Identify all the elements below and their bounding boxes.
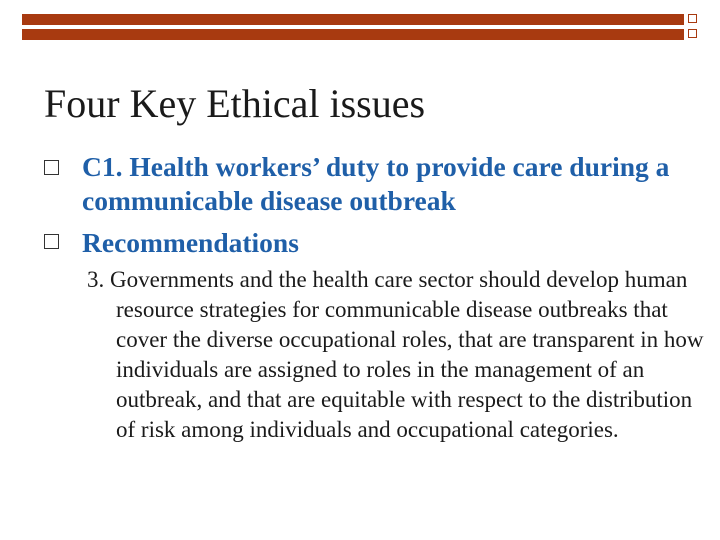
recommendation-text: 3. Governments and the health care sector should develop human resource strategies for communicable disease outbreaks that cover the diverse occupational roles, that are transparent in how individuals are assigned to roles in the management of an outbreak, and that are equitable with respect to the distribution of risk among individuals and occupational categories.: [87, 267, 704, 442]
decorative-square-top: [688, 14, 697, 23]
bullet-square-icon: [44, 160, 59, 175]
bullet-square-icon: [44, 234, 59, 249]
decorative-bar-bottom: [22, 29, 684, 40]
bullet-recommendations: Recommendations: [82, 227, 299, 258]
decorative-bar-top: [22, 14, 684, 25]
decorative-square-bottom: [688, 29, 697, 38]
bullet-duty-to-care: C1. Health workers’ duty to provide care during a communicable disease outbreak: [82, 151, 670, 216]
slide-title: Four Key Ethical issues: [44, 81, 426, 126]
